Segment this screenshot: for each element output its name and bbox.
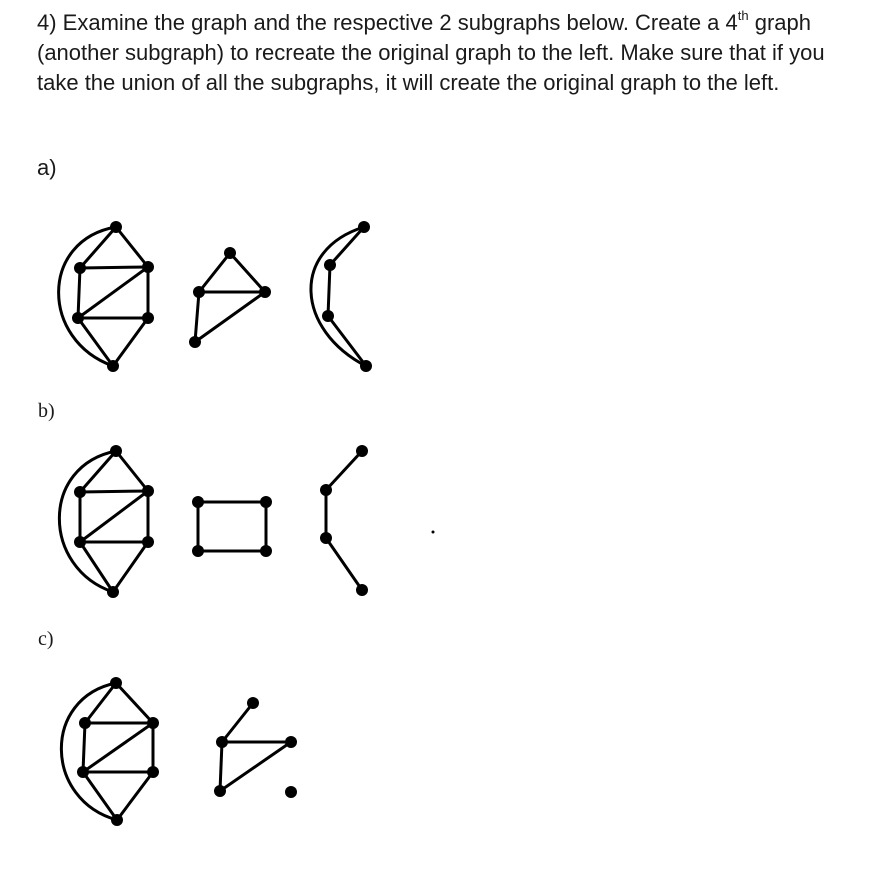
part-c-subgraph-1 xyxy=(214,697,297,798)
part-b-subgraph-2 xyxy=(320,445,368,596)
part-b-original-graph xyxy=(59,445,154,598)
part-a-label: a) xyxy=(37,155,57,180)
part-a-subgraph-2 xyxy=(311,221,372,372)
part-a-original-graph xyxy=(59,221,154,372)
ordinal-superscript: th xyxy=(737,7,749,23)
part-c-label: c) xyxy=(38,628,54,650)
stray-dot xyxy=(432,531,435,534)
question-text-start: 4) Examine the graph and the respective 2 subgraphs below. Create a 4 xyxy=(37,10,738,35)
part-a-subgraph-1 xyxy=(189,247,271,348)
part-b-label: b) xyxy=(38,400,55,422)
part-c-original-graph xyxy=(61,677,159,826)
part-b-subgraph-1 xyxy=(192,496,272,557)
question-text-end: graph (another subgraph) to recreate the original graph to the left. Make sure that if you take the union of all the subgraphs, it will create the original graph to the left. xyxy=(37,10,825,95)
